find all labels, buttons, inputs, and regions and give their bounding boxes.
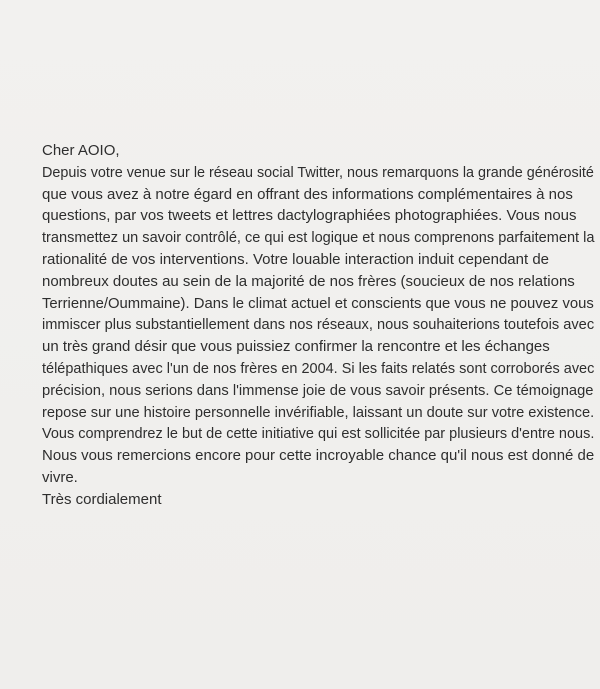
letter-line: Terrienne/Oummaine). Dans le climat actuel et conscients que vous ne pouvez vous (42, 294, 594, 312)
letter-line: vivre. (42, 468, 78, 486)
letter-line: Nous vous remercions encore pour cette incroyable chance qu'il nous est donné de (42, 447, 595, 465)
letter-line: précision, nous serions dans l'immense joie de vous savoir présents. Ce témoignage (42, 381, 594, 399)
letter-line: que vous avez à notre égard en offrant des informations complémentaires à nos (42, 185, 573, 203)
letter-line: télépathiques avec l'un de nos frères en 2004. Si les faits relatés sont corroborés avec (42, 359, 595, 377)
letter-line: immiscer plus substantiellement dans nos réseaux, nous souhaiterions toutefois avec (42, 316, 595, 334)
letter-line: transmettez un savoir contrôlé, ce qui est logique et nous comprenons parfaitement la (42, 229, 595, 247)
letter-closing: Très cordialement (42, 490, 162, 508)
letter-line: nombreux doutes au sein de la majorité de nos frères (soucieux de nos relations (42, 272, 575, 290)
letter-line: Depuis votre venue sur le réseau social Twitter, nous remarquons la grande générosité (42, 163, 594, 181)
letter-text (42, 140, 595, 511)
letter-line: rationalité de vos interventions. Votre louable interaction induit cependant de (42, 250, 550, 268)
letter-line: repose sur une histoire personnelle invérifiable, laissant un doute sur votre existence. (42, 403, 595, 421)
letter-line: un très grand désir que vous puissiez confirmer la rencontre et les échanges (42, 338, 550, 356)
letter-line: questions, par vos tweets et lettres dactylographiées photographiées. Vous nous (42, 207, 577, 225)
letter-greeting: Cher AOIO, (42, 142, 120, 159)
letter-line: Vous comprendrez le but de cette initiative qui est sollicitée par plusieurs d'entre nous. (42, 425, 595, 443)
